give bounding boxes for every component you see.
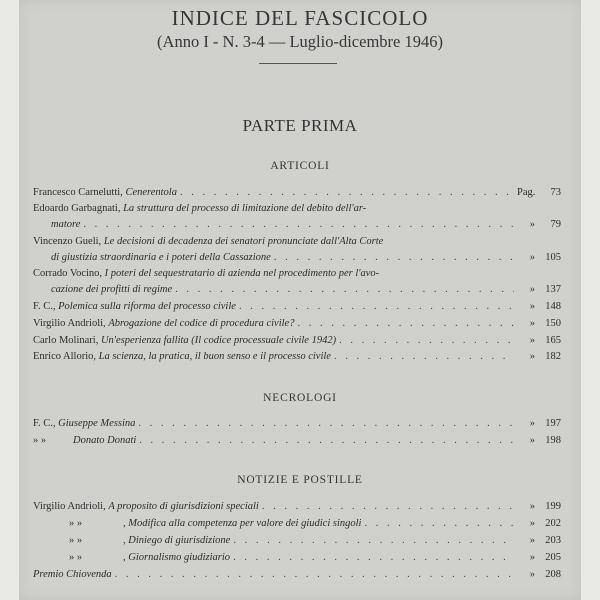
toc-entry[interactable] xyxy=(33,185,561,201)
toc-entry[interactable] xyxy=(33,567,561,583)
page-prefix: » xyxy=(529,351,535,362)
leader-dots xyxy=(297,316,514,332)
page-number: 105 xyxy=(545,252,561,263)
page-number: 203 xyxy=(545,535,561,546)
leader-dots xyxy=(175,282,514,298)
page-prefix: » xyxy=(529,552,535,563)
page-number: 79 xyxy=(550,219,561,230)
leader-dots xyxy=(339,333,514,349)
entry-author: Enrico Allorio, xyxy=(33,351,96,362)
section-heading-necrologi: NECROLOGI xyxy=(263,392,337,404)
toc-entry[interactable] xyxy=(33,316,561,332)
page-prefix: » xyxy=(529,301,535,312)
toc-entry[interactable] xyxy=(33,201,561,217)
entry-author: Virgilio Andrioli, xyxy=(33,318,106,329)
toc-entry[interactable] xyxy=(33,299,561,315)
entry-title: Polemica sulla riforma del processo civile xyxy=(58,301,236,312)
page-number: 182 xyxy=(545,351,561,362)
page-prefix: » xyxy=(529,569,535,580)
entry-author: Vincenzo Gueli, xyxy=(33,236,102,247)
index-page xyxy=(19,0,581,600)
entry-title: Cenerentola xyxy=(125,187,177,198)
page-number: 150 xyxy=(545,318,561,329)
entry-author: F. C., xyxy=(33,301,56,312)
leader-dots xyxy=(115,567,514,583)
page-prefix: » xyxy=(529,284,535,295)
entry-title: Premio Chiovenda xyxy=(33,569,112,580)
leader-dots xyxy=(138,416,514,432)
entry-author: Virgilio Andrioli, xyxy=(33,501,106,512)
toc-entry[interactable] xyxy=(33,266,561,282)
entry-title: Giuseppe Messina xyxy=(58,418,136,429)
leader-dots xyxy=(239,299,514,315)
leader-dots xyxy=(334,349,514,365)
page-prefix: » xyxy=(529,219,535,230)
leader-dots xyxy=(262,499,514,515)
leader-dots xyxy=(233,533,514,549)
entry-title-continuation: matore xyxy=(51,219,81,230)
entry-title: La scienza, la pratica, il buon senso e il processo civile xyxy=(98,351,331,362)
leader-dots xyxy=(139,433,514,449)
page-number: 208 xyxy=(545,569,561,580)
leader-dots xyxy=(83,217,514,233)
page-prefix: » xyxy=(529,318,535,329)
entry-author: F. C., xyxy=(33,418,56,429)
page-prefix: » xyxy=(529,435,535,446)
part-heading: PARTE PRIMA xyxy=(242,116,358,135)
ditto-mark: » » xyxy=(69,552,83,563)
toc-entry-continuation xyxy=(33,217,561,233)
toc-entry[interactable] xyxy=(33,499,561,515)
entry-author: Carlo Molinari, xyxy=(33,335,99,346)
page-prefix: » xyxy=(529,335,535,346)
toc-entry[interactable] xyxy=(33,349,561,365)
page-prefix: » xyxy=(529,252,535,263)
entry-title-continuation: di giustizia straordinaria e i poteri della Cassazione xyxy=(51,252,271,263)
entry-title: , Diniego di giurisdizione xyxy=(123,535,231,546)
section-heading-articoli: ARTICOLI xyxy=(270,160,330,172)
entry-author: Francesco Carnelutti, xyxy=(33,187,123,198)
page-number: 73 xyxy=(550,187,561,198)
title-divider xyxy=(259,63,337,64)
section-heading-notizie: NOTIZIE E POSTILLE xyxy=(237,474,363,486)
page-number: 205 xyxy=(545,552,561,563)
entry-title: La struttura del processo di limitazione del debito dell'ar- xyxy=(123,203,367,214)
entry-title-continuation: cazione dei profitti di regime xyxy=(51,284,173,295)
toc-entry[interactable] xyxy=(33,333,561,349)
entry-author: Corrado Vocino, xyxy=(33,268,103,279)
page-number: 148 xyxy=(545,301,561,312)
leader-dots xyxy=(274,250,514,266)
page-prefix: » xyxy=(529,418,535,429)
page-number: 197 xyxy=(545,418,561,429)
entry-title: A proposito di giurisdizioni speciali xyxy=(108,501,259,512)
toc-entry[interactable] xyxy=(33,533,561,549)
ditto-mark: » » xyxy=(69,518,83,529)
page-title: INDICE DEL FASCICOLO xyxy=(171,6,429,30)
toc-entry-continuation xyxy=(33,250,561,266)
toc-entry-continuation xyxy=(33,282,561,298)
page-number: 198 xyxy=(545,435,561,446)
entry-title: Donato Donati xyxy=(73,435,137,446)
page-prefix: » xyxy=(529,535,535,546)
toc-entry[interactable] xyxy=(33,516,561,532)
toc-entry[interactable] xyxy=(33,433,561,449)
page-subtitle: (Anno I - N. 3-4 — Luglio-dicembre 1946) xyxy=(157,32,443,51)
ditto-mark: » » xyxy=(33,435,47,446)
entry-title: Le decisioni di decadenza dei senatori pronunciate dall'Alta Corte xyxy=(103,236,384,247)
page-number: 202 xyxy=(545,518,561,529)
leader-dots xyxy=(364,516,514,532)
page-number: 137 xyxy=(545,284,561,295)
page-prefix: Pag. xyxy=(517,187,536,198)
entry-title: Abrogazione del codice di procedura civile? xyxy=(108,318,295,329)
page-number: 199 xyxy=(545,501,561,512)
entry-title: Un'esperienza fallita (Il codice processuale civile 1942) xyxy=(100,335,337,346)
toc-entry[interactable] xyxy=(33,234,561,250)
leader-dots xyxy=(233,550,514,566)
entry-title: , Giornalismo giudiziario xyxy=(123,552,231,563)
toc-entry[interactable] xyxy=(33,550,561,566)
ditto-mark: » » xyxy=(69,535,83,546)
toc-entry[interactable] xyxy=(33,416,561,432)
entry-title: , Modifica alla competenza per valore dei giudici singoli xyxy=(123,518,362,529)
page-number: 165 xyxy=(545,335,561,346)
entry-title: I poteri del sequestratario di azienda nel procedimento per l'avo- xyxy=(104,268,380,279)
page-prefix: » xyxy=(529,518,535,529)
entry-author: Edoardo Garbagnati, xyxy=(33,203,121,214)
page-prefix: » xyxy=(529,501,535,512)
leader-dots xyxy=(180,185,514,201)
